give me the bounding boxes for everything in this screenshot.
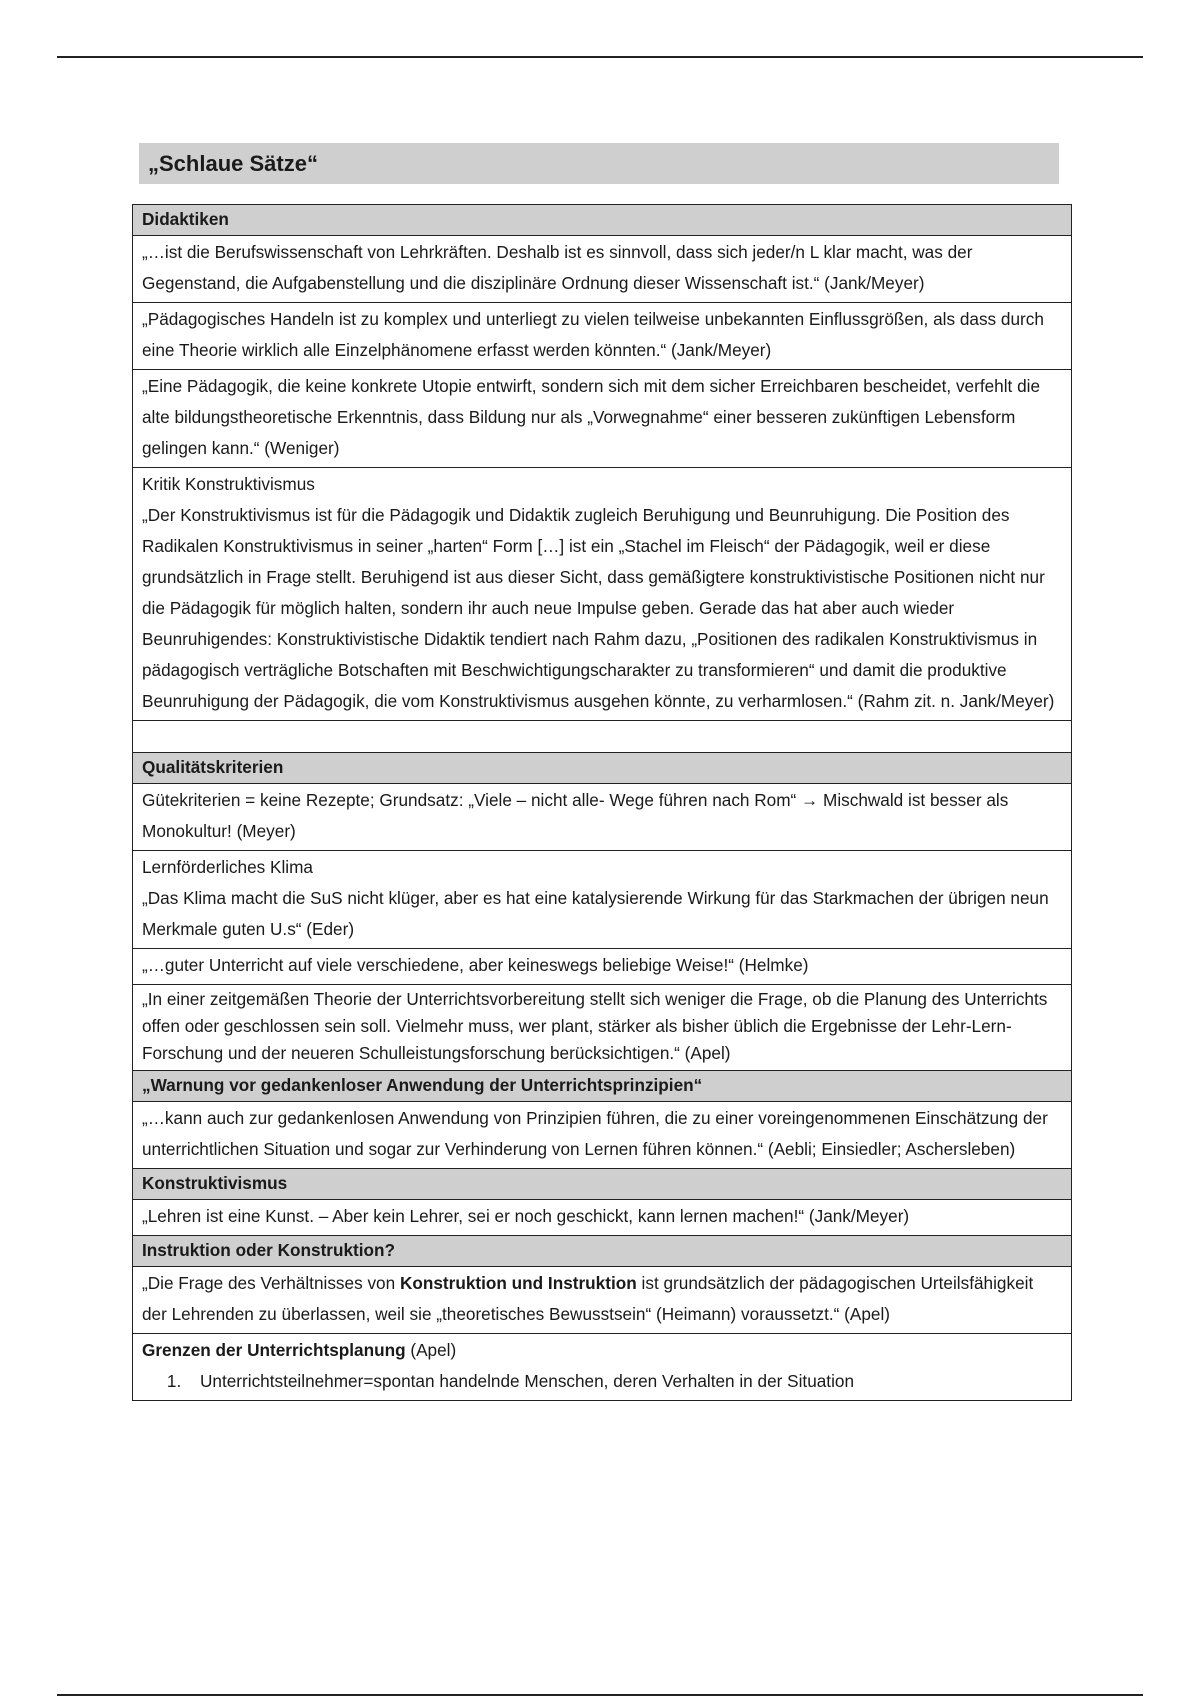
warnung-header-text: „Warnung vor gedankenloser Anwendung der Unterrichtsprinzipien“ bbox=[142, 1075, 703, 1095]
bottom-rule bbox=[57, 1694, 1143, 1696]
quote-cell: Gütekriterien = keine Rezepte; Grundsatz: „Viele – nicht alle- Wege führen nach Rom“ → Mischwald ist besser als Monokultur! (Meyer) bbox=[133, 784, 1072, 851]
quote-cell: „…ist die Berufswissenschaft von Lehrkräften. Deshalb ist es sinnvoll, dass sich jeder/n L klar macht, was der Gegenstand, die Aufgabenstellung und die disziplinäre Ordnung dieser Wissenschaft ist.“ (Jank/Meyer) bbox=[133, 236, 1072, 303]
quote-cell-klima bbox=[133, 851, 1072, 949]
section-header-warnung bbox=[133, 1071, 1072, 1102]
quote-cell: „Eine Pädagogik, die keine konkrete Utopie entwirft, sondern sich mit dem sicher Erreichbaren bescheidet, verfehlt die alte bildungstheoretische Erkenntnis, dass Bildung nur als „Vorwegnahme“ einer besseren zukünftigen Lebensform gelingen kann.“ (Weniger) bbox=[133, 370, 1072, 468]
kritik-label: Kritik Konstruktivismus bbox=[142, 474, 315, 494]
instruktion-quote-bold: Konstruktion und Instruktion bbox=[399, 1273, 637, 1293]
klima-quote: „Das Klima macht die SuS nicht klüger, aber es hat eine katalysierende Wirkung für das Starkmachen der übrigen neun Merkmale guten U.s“ (Eder) bbox=[142, 888, 1049, 939]
grenzen-label-rest: (Apel) bbox=[405, 1340, 457, 1360]
quote-cell: „…guter Unterricht auf viele verschiedene, aber keineswegs beliebige Weise!“ (Helmke) bbox=[133, 949, 1072, 985]
top-rule bbox=[57, 56, 1143, 58]
grenzen-cell bbox=[133, 1334, 1072, 1401]
page-title: „Schlaue Sätze“ bbox=[139, 143, 1059, 184]
grenzen-list bbox=[142, 1366, 1062, 1397]
section-header-didaktiken: Didaktiken bbox=[133, 205, 1072, 236]
klima-label: Lernförderliches Klima bbox=[142, 857, 313, 877]
quotes-table bbox=[132, 204, 1072, 1401]
grenzen-label-bold: Grenzen der Unterrichtsplanung bbox=[142, 1340, 406, 1360]
instruktion-quote-post: ist grundsätzlich der pädagogischen Urteilsfähigkeit der Lehrenden zu überlassen, weil sie „theoretisches Bewusstsein“ (Heimann) voraussetzt.“ (Apel) bbox=[142, 1273, 1034, 1324]
quote-cell: „In einer zeitgemäßen Theorie der Unterrichtsvorbereitung stellt sich weniger die Frage, ob die Planung des Unterrichts offen oder geschlossen sein soll. Vielmehr muss, wer plant, stärker als bisher üblich die Ergebnisse der Lehr-Lern-Forschung und der neueren Schulleistungsforschung berücksichtigen.“ (Apel) bbox=[133, 985, 1072, 1071]
kritik-quote: „Der Konstruktivismus ist für die Pädagogik und Didaktik zugleich Beruhigung und Beunruhigung. Die Position des Radikalen Konstruktivismus in seiner „harten“ Form […] ist ein „Stachel im Fleisch“ der Pädagogik, weil er diese grundsätzlich in Frage stellt. Beruhigend ist aus dieser Sicht, dass gemäßigtere konstruktivistische Positionen nicht nur die Pädagogik für möglich halten, sondern ihr auch neue Impulse geben. Gerade das hat aber auch wieder Beunruhigendes: Konstruktivistische Didaktik tendiert nach Rahm dazu, „Positionen des radikalen Konstruktivismus in pädagogisch verträgliche Botschaften mit Beschwichtigungscharakter zu transformieren“ und damit die produktive Beunruhigung der Pädagogik, die vom Konstruktivismus ausgehen könnte, zu verharmlosen.“ (Rahm zit. n. Jank/Meyer) bbox=[142, 505, 1055, 711]
section-header-qualitaet: Qualitätskriterien bbox=[133, 753, 1072, 784]
quote-cell: „…kann auch zur gedankenlosen Anwendung von Prinzipien führen, die zu einer voreingenommenen Einschätzung der unterrichtlichen Situation und sogar zur Verhinderung von Lernen führen können.“ (Aebli; Einsiedler; Aschersleben) bbox=[133, 1102, 1072, 1169]
empty-row bbox=[133, 721, 1072, 753]
quote-cell: „Lehren ist eine Kunst. – Aber kein Lehrer, sei er noch geschickt, kann lernen machen!“ (Jank/Meyer) bbox=[133, 1200, 1072, 1236]
grenzen-label bbox=[142, 1335, 1062, 1366]
quote-cell-instruktion bbox=[133, 1267, 1072, 1334]
list-item: 1. Unterrichtsteilnehmer=spontan handelnde Menschen, deren Verhalten in der Situation bbox=[186, 1366, 1062, 1397]
section-header-konstruktivismus: Konstruktivismus bbox=[133, 1169, 1072, 1200]
quote-cell-kritik bbox=[133, 468, 1072, 721]
instruktion-quote-pre: „Die Frage des Verhältnisses von bbox=[142, 1273, 400, 1293]
section-header-instruktion: Instruktion oder Konstruktion? bbox=[133, 1236, 1072, 1267]
quote-cell: „Pädagogisches Handeln ist zu komplex und unterliegt zu vielen teilweise unbekannten Einflussgrößen, als dass durch eine Theorie wirklich alle Einzelphänomene erfasst werden könnten.“ (Jank/Meyer) bbox=[133, 303, 1072, 370]
